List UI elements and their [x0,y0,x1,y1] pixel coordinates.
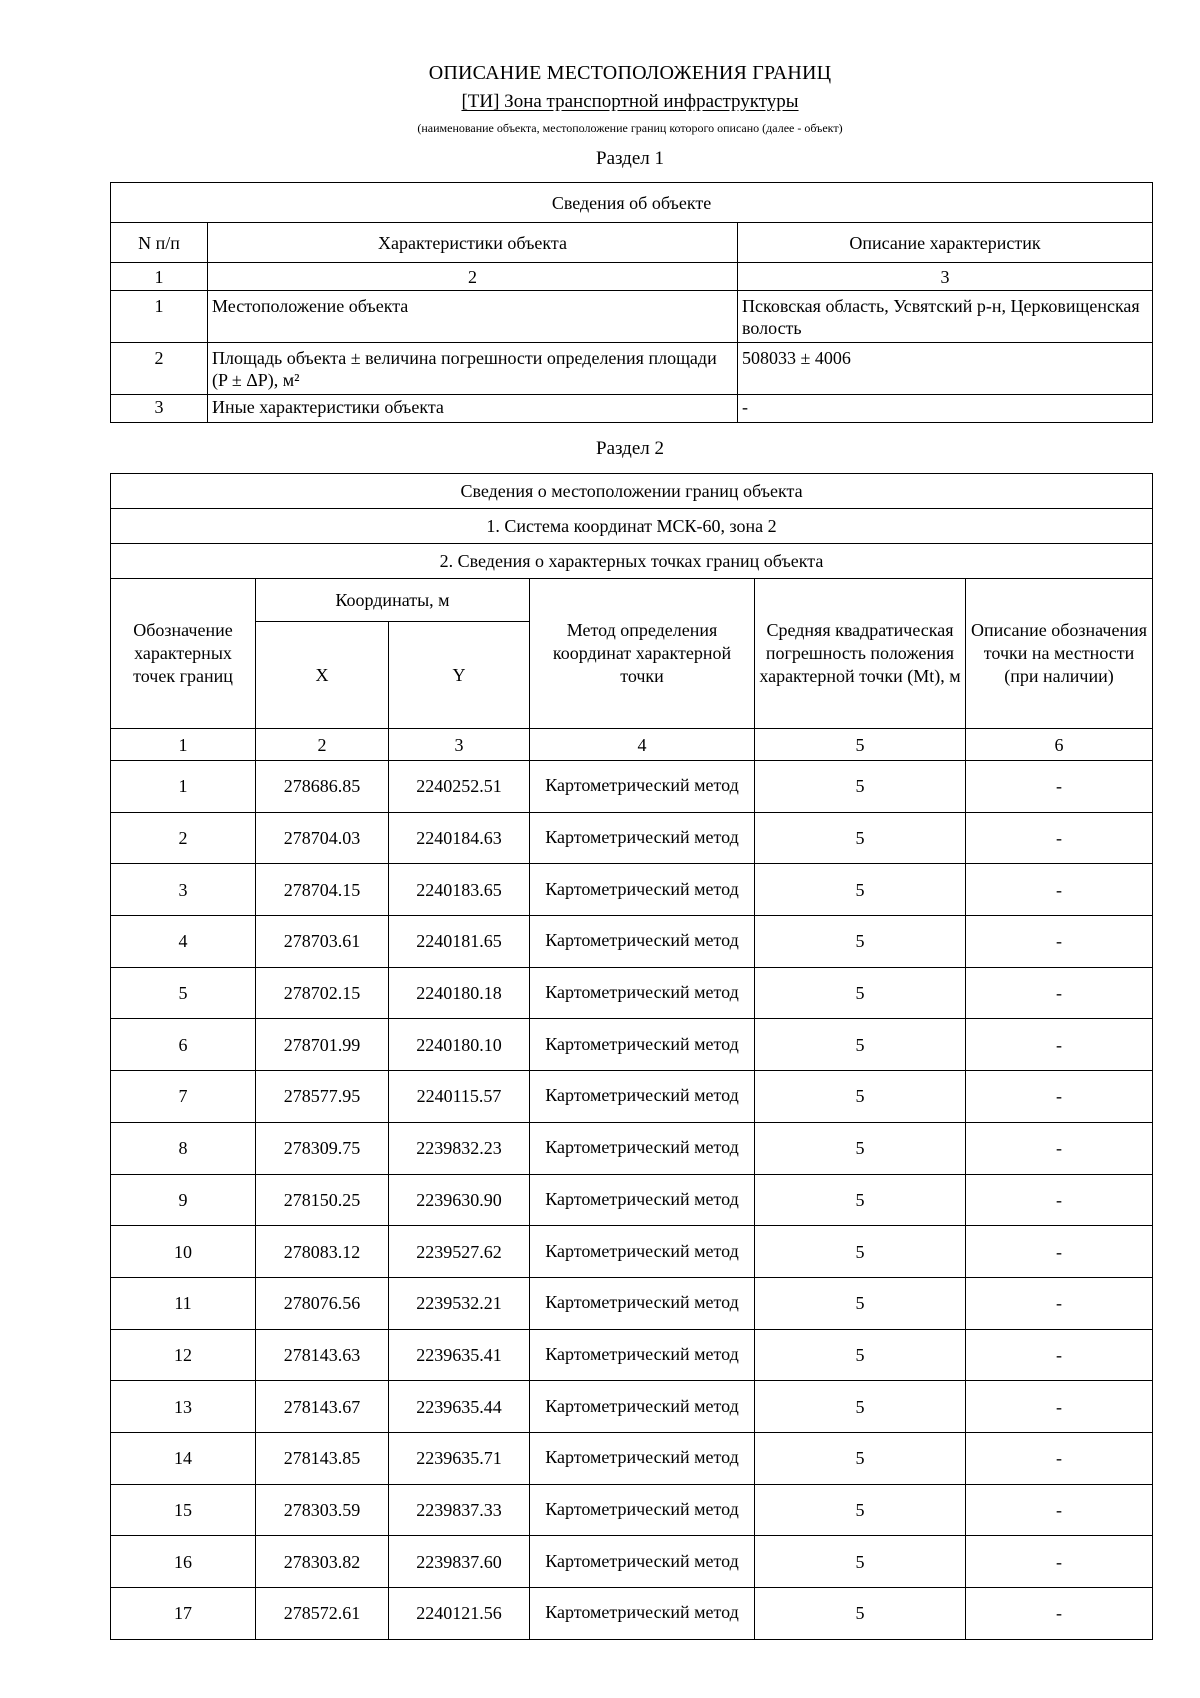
coord-y: 2240180.18 [389,967,530,1019]
coord-y: 2240180.10 [389,1019,530,1071]
point-description: - [966,1329,1153,1381]
coord-x: 278083.12 [256,1226,389,1278]
table-row [111,864,1153,916]
error-mt: 5 [755,812,966,864]
coordinate-system: 1. Система координат МСК-60, зона 2 [111,509,1153,544]
coord-y: 2240252.51 [389,761,530,813]
coord-y: 2240121.56 [389,1588,530,1640]
method: Картометрический метод [530,1588,755,1640]
error-mt: 5 [755,1432,966,1484]
method: Картометрический метод [530,967,755,1019]
point-number: 2 [111,812,256,864]
table-row [111,1329,1153,1381]
error-mt: 5 [755,1277,966,1329]
document-title: ОПИСАНИЕ МЕСТОПОЛОЖЕНИЯ ГРАНИЦ [428,62,832,84]
boundary-points-table [110,473,1153,1640]
table-row [111,395,1153,423]
point-description: - [966,761,1153,813]
error-mt: 5 [755,967,966,1019]
header-point-description: Описание обозначения точки на местности (при наличии) [966,579,1153,729]
column-number: 2 [208,263,738,291]
table-row [111,1381,1153,1433]
characteristic-name: Иные характеристики объекта [208,395,738,423]
point-number: 12 [111,1329,256,1381]
point-number: 9 [111,1174,256,1226]
point-number: 3 [111,864,256,916]
point-description: - [966,1536,1153,1588]
error-mt: 5 [755,1329,966,1381]
table-row [111,1122,1153,1174]
point-number: 16 [111,1536,256,1588]
coord-y: 2240184.63 [389,812,530,864]
characteristic-value: - [738,395,1153,423]
characteristic-value: 508033 ± 4006 [738,343,1153,395]
header-y: Y [389,622,530,729]
method: Картометрический метод [530,1484,755,1536]
coord-x: 278702.15 [256,967,389,1019]
row-number: 2 [111,343,208,395]
column-number: 6 [966,729,1153,761]
column-number: 1 [111,729,256,761]
table-row [111,1277,1153,1329]
coord-x: 278143.85 [256,1432,389,1484]
point-number: 17 [111,1588,256,1640]
point-description: - [966,1122,1153,1174]
coord-x: 278303.82 [256,1536,389,1588]
coord-y: 2240115.57 [389,1071,530,1123]
boundary-table-title: Сведения о местоположении границ объекта [111,474,1153,509]
point-description: - [966,967,1153,1019]
column-number: 3 [389,729,530,761]
point-description: - [966,1588,1153,1640]
coord-y: 2239837.60 [389,1536,530,1588]
point-number: 11 [111,1277,256,1329]
point-number: 4 [111,916,256,968]
characteristic-value: Псковская область, Усвятский р-н, Церковищенская волость [738,291,1153,343]
error-mt: 5 [755,1174,966,1226]
method: Картометрический метод [530,1122,755,1174]
column-header-description: Описание характеристик [738,223,1153,263]
error-mt: 5 [755,1019,966,1071]
point-description: - [966,864,1153,916]
coord-x: 278150.25 [256,1174,389,1226]
point-description: - [966,1277,1153,1329]
characteristic-name: Местоположение объекта [208,291,738,343]
method: Картометрический метод [530,1277,755,1329]
error-mt: 5 [755,1588,966,1640]
method: Картометрический метод [530,1329,755,1381]
point-description: - [966,1019,1153,1071]
column-number: 5 [755,729,966,761]
header-error: Средняя квадратическая погрешность положения характерной точки (Mt), м [755,579,966,729]
column-number: 2 [256,729,389,761]
header-method: Метод определения координат характерной точки [530,579,755,729]
coord-y: 2240181.65 [389,916,530,968]
coord-x: 278143.67 [256,1381,389,1433]
column-number: 4 [530,729,755,761]
error-mt: 5 [755,761,966,813]
table-row [111,1174,1153,1226]
coord-x: 278704.03 [256,812,389,864]
column-header-characteristic: Характеристики объекта [208,223,738,263]
point-number: 15 [111,1484,256,1536]
column-number: 1 [111,263,208,291]
coord-y: 2239635.71 [389,1432,530,1484]
object-info-table [110,182,1153,423]
coord-y: 2239635.41 [389,1329,530,1381]
characteristic-name: Площадь объекта ± величина погрешности определения площади (P ± ΔP), м² [208,343,738,395]
coord-y: 2240183.65 [389,864,530,916]
table-row [111,916,1153,968]
document-note: (наименование объекта, местоположение границ которого описано (далее - объект) [417,121,843,135]
points-section-title: 2. Сведения о характерных точках границ объекта [111,544,1153,579]
table-row [111,343,1153,395]
error-mt: 5 [755,1381,966,1433]
method: Картометрический метод [530,1226,755,1278]
point-number: 14 [111,1432,256,1484]
table-row [111,1484,1153,1536]
table-row [111,812,1153,864]
coord-x: 278704.15 [256,864,389,916]
error-mt: 5 [755,1226,966,1278]
point-number: 13 [111,1381,256,1433]
table-row [111,291,1153,343]
point-number: 8 [111,1122,256,1174]
method: Картометрический метод [530,812,755,864]
point-description: - [966,916,1153,968]
error-mt: 5 [755,1122,966,1174]
document-subtitle: [ТИ] Зона транспортной инфраструктуры [461,91,799,112]
method: Картометрический метод [530,761,755,813]
point-number: 7 [111,1071,256,1123]
coord-x: 278572.61 [256,1588,389,1640]
point-description: - [966,1226,1153,1278]
table-row [111,967,1153,1019]
coord-y: 2239837.33 [389,1484,530,1536]
table-row [111,761,1153,813]
table-row [111,1536,1153,1588]
header-x: X [256,622,389,729]
coord-y: 2239630.90 [389,1174,530,1226]
table-row [111,1432,1153,1484]
object-info-table-title: Сведения об объекте [111,183,1153,223]
method: Картометрический метод [530,1071,755,1123]
coord-y: 2239832.23 [389,1122,530,1174]
coord-x: 278703.61 [256,916,389,968]
column-number: 3 [738,263,1153,291]
table-row [111,1226,1153,1278]
coord-x: 278143.63 [256,1329,389,1381]
error-mt: 5 [755,1071,966,1123]
coord-x: 278303.59 [256,1484,389,1536]
point-description: - [966,1381,1153,1433]
point-description: - [966,1174,1153,1226]
error-mt: 5 [755,864,966,916]
error-mt: 5 [755,916,966,968]
point-description: - [966,1484,1153,1536]
method: Картометрический метод [530,1536,755,1588]
coord-x: 278701.99 [256,1019,389,1071]
error-mt: 5 [755,1484,966,1536]
point-description: - [966,1432,1153,1484]
point-number: 6 [111,1019,256,1071]
coord-x: 278076.56 [256,1277,389,1329]
table-row [111,1071,1153,1123]
row-number: 3 [111,395,208,423]
section-1-title: Раздел 1 [596,148,664,169]
point-description: - [966,812,1153,864]
method: Картометрический метод [530,1019,755,1071]
method: Картометрический метод [530,1174,755,1226]
header-coordinates: Координаты, м [256,579,530,622]
coord-x: 278309.75 [256,1122,389,1174]
point-number: 5 [111,967,256,1019]
point-number: 10 [111,1226,256,1278]
row-number: 1 [111,291,208,343]
method: Картометрический метод [530,1432,755,1484]
method: Картометрический метод [530,864,755,916]
coord-y: 2239635.44 [389,1381,530,1433]
point-description: - [966,1071,1153,1123]
coord-x: 278577.95 [256,1071,389,1123]
coord-x: 278686.85 [256,761,389,813]
column-header-number: N п/п [111,223,208,263]
coord-y: 2239532.21 [389,1277,530,1329]
error-mt: 5 [755,1536,966,1588]
section-2-title: Раздел 2 [596,438,664,459]
table-row [111,1588,1153,1640]
header-point-designation: Обозначение характерных точек границ [111,579,256,729]
method: Картометрический метод [530,1381,755,1433]
method: Картометрический метод [530,916,755,968]
coord-y: 2239527.62 [389,1226,530,1278]
table-row [111,1019,1153,1071]
point-number: 1 [111,761,256,813]
